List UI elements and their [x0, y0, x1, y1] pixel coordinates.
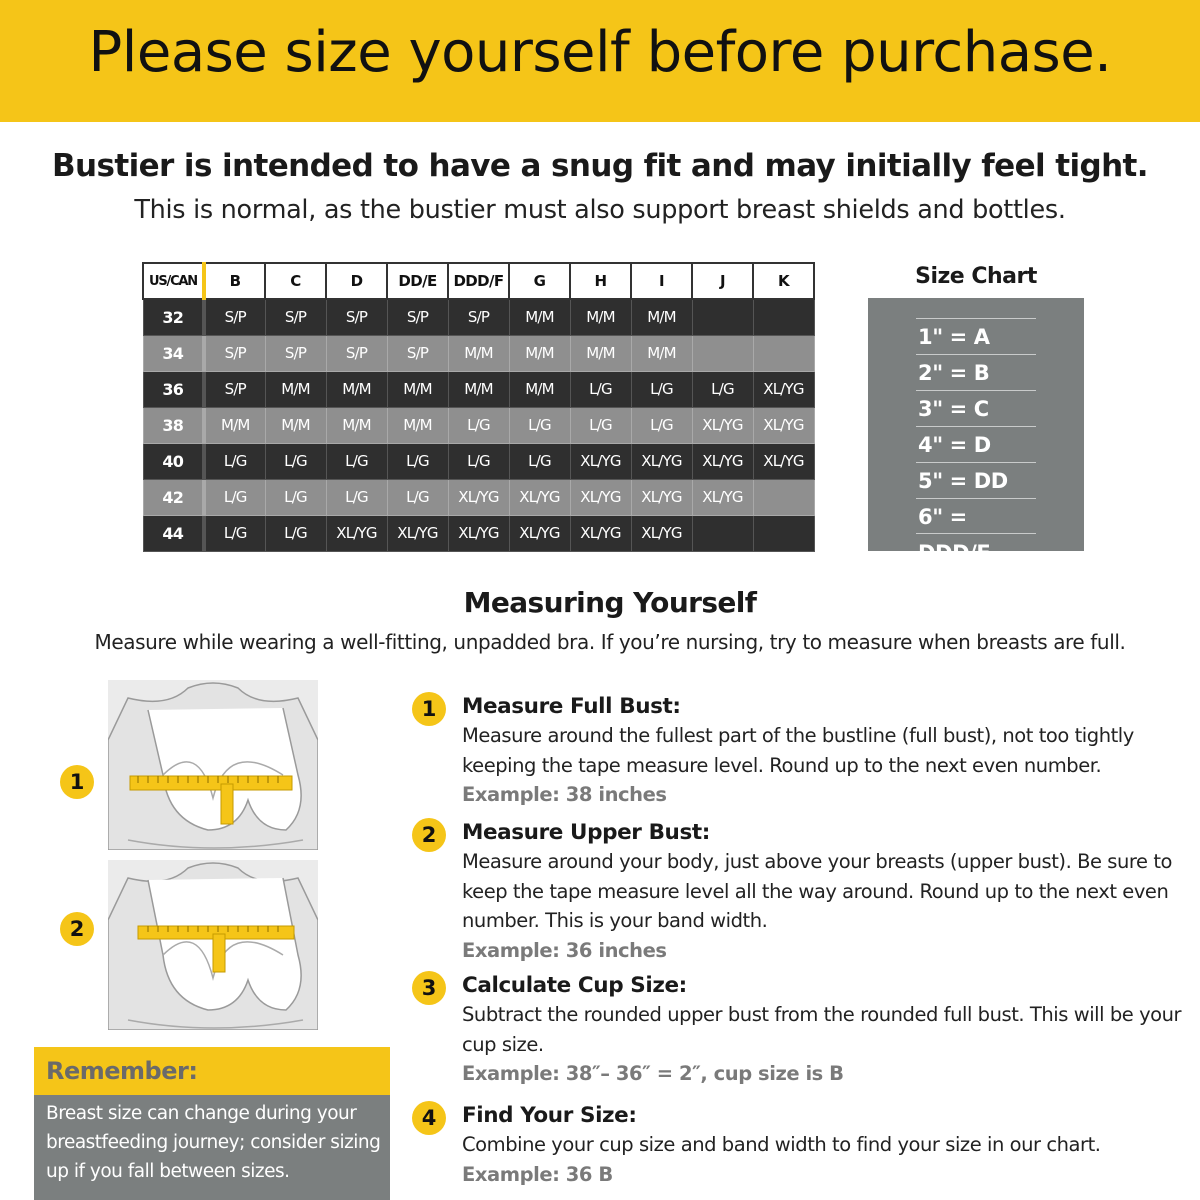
size-cell: L/G	[204, 443, 265, 479]
banner-title: Please size yourself before purchase.	[88, 20, 1112, 85]
size-table-row	[143, 407, 814, 443]
size-cell: L/G	[448, 407, 509, 443]
header-cup: D	[326, 263, 387, 299]
size-cell: L/G	[631, 371, 692, 407]
size-cell: M/M	[387, 371, 448, 407]
size-cell: L/G	[570, 371, 631, 407]
size-cell: L/G	[387, 443, 448, 479]
size-cell: XL/YG	[692, 407, 753, 443]
size-cell: XL/YG	[509, 515, 570, 551]
step-3	[412, 971, 1192, 1091]
header-cup: DD/E	[387, 263, 448, 299]
size-cell: L/G	[265, 515, 326, 551]
size-chart-title: Size Chart	[915, 264, 1037, 289]
band-size-cell: 38	[143, 407, 204, 443]
size-cell	[753, 515, 814, 551]
step-example: Example: 38 inches	[462, 783, 667, 806]
size-cell: XL/YG	[692, 479, 753, 515]
header-cup: G	[509, 263, 570, 299]
size-chart-entry: 4" = D	[916, 426, 1036, 462]
step-number: 2	[412, 818, 446, 852]
upper-bust-tape-icon	[108, 860, 318, 1030]
measuring-title: Measuring Yourself	[463, 586, 757, 619]
step-2	[412, 818, 1192, 968]
step-title: Find Your Size:	[462, 1103, 637, 1128]
step-body	[462, 1130, 1192, 1189]
full-bust-tape-icon	[108, 680, 318, 850]
step-body	[462, 1000, 1192, 1089]
size-cell: L/G	[204, 479, 265, 515]
band-size-cell: 44	[143, 515, 204, 551]
step-text: Combine your cup size and band width to find your size in our chart.	[462, 1133, 1101, 1156]
snug-fit-subline: This is normal, as the bustier must also support breast shields and bottles.	[134, 195, 1066, 225]
size-cell: L/G	[265, 479, 326, 515]
step-number: 3	[412, 971, 446, 1005]
step-title: Measure Upper Bust:	[462, 820, 710, 845]
size-cell: L/G	[692, 371, 753, 407]
step-text: Measure around the fullest part of the bustline (full bust), not too tightly keeping the tape measure level. Round up to the next even number.	[462, 724, 1134, 777]
size-cell: M/M	[265, 371, 326, 407]
size-cell: XL/YG	[753, 371, 814, 407]
size-cell: XL/YG	[570, 443, 631, 479]
header-cup: C	[265, 263, 326, 299]
band-size-cell: 40	[143, 443, 204, 479]
size-chart-entry: 2" = B	[916, 354, 1036, 390]
remember-body: Breast size can change during your breastfeeding journey; consider sizing up if you fall between sizes.	[46, 1103, 381, 1182]
size-cell	[692, 299, 753, 335]
size-cell: S/P	[265, 335, 326, 371]
size-cell: M/M	[631, 335, 692, 371]
size-cell: XL/YG	[326, 515, 387, 551]
size-cell: L/G	[326, 479, 387, 515]
size-cell	[692, 335, 753, 371]
size-cell: M/M	[387, 407, 448, 443]
size-cell: XL/YG	[448, 479, 509, 515]
header-cup: H	[570, 263, 631, 299]
step-number: 4	[412, 1101, 446, 1135]
size-cell: XL/YG	[692, 443, 753, 479]
step-example: Example: 36 B	[462, 1162, 613, 1186]
header-cup: J	[692, 263, 753, 299]
snug-fit-headline: Bustier is intended to have a snug fit and may initially feel tight.	[52, 148, 1148, 184]
step-title: Calculate Cup Size:	[462, 973, 687, 998]
size-cell: XL/YG	[753, 407, 814, 443]
step-4	[412, 1101, 1192, 1196]
band-size-cell: 34	[143, 335, 204, 371]
size-cell	[753, 335, 814, 371]
step-title: Measure Full Bust:	[462, 694, 681, 719]
size-cell: M/M	[509, 299, 570, 335]
size-cell: S/P	[387, 335, 448, 371]
band-size-cell: 32	[143, 299, 204, 335]
size-cell: M/M	[509, 335, 570, 371]
size-cell: L/G	[265, 443, 326, 479]
size-cell: XL/YG	[387, 515, 448, 551]
illustration-1-number: 1	[60, 765, 94, 799]
remember-title: Remember:	[34, 1047, 390, 1095]
step-body	[462, 847, 1192, 965]
size-cell: L/G	[509, 407, 570, 443]
illustration-2-number: 2	[60, 912, 94, 946]
banner	[0, 0, 1200, 122]
header-cup: I	[631, 263, 692, 299]
size-cell: S/P	[326, 299, 387, 335]
step-example: Example: 36 inches	[462, 938, 667, 962]
size-cell: XL/YG	[570, 479, 631, 515]
size-chart-entry: 3" = C	[916, 390, 1036, 426]
size-cell: M/M	[570, 335, 631, 371]
size-cell: L/G	[448, 443, 509, 479]
size-chart-entry: 6" = DDD/F	[916, 498, 1036, 534]
size-cell: S/P	[387, 299, 448, 335]
step-text: Subtract the rounded upper bust from the rounded full bust. This will be your cup size.	[462, 1003, 1182, 1056]
size-chart-panel	[868, 298, 1084, 565]
band-size-cell: 42	[143, 479, 204, 515]
size-table-row	[143, 335, 814, 371]
header-cup: DDD/F	[448, 263, 509, 299]
header-cup: B	[204, 263, 265, 299]
size-cell: M/M	[448, 371, 509, 407]
size-cell: M/M	[570, 299, 631, 335]
size-cell: M/M	[326, 371, 387, 407]
size-cell: L/G	[387, 479, 448, 515]
size-cell: S/P	[265, 299, 326, 335]
header-band: US/CAN	[143, 263, 204, 299]
size-cell: XL/YG	[631, 515, 692, 551]
step-1	[412, 692, 1192, 812]
size-cell: S/P	[204, 371, 265, 407]
size-table-row	[143, 371, 814, 407]
size-cell	[692, 515, 753, 551]
size-cell: L/G	[204, 515, 265, 551]
size-cell: S/P	[204, 299, 265, 335]
size-cell	[753, 299, 814, 335]
size-chart-entry: 5" = DD	[916, 462, 1036, 498]
size-cell: M/M	[631, 299, 692, 335]
size-cell: M/M	[448, 335, 509, 371]
size-cell: M/M	[509, 371, 570, 407]
size-cell: M/M	[326, 407, 387, 443]
remember-panel	[34, 1047, 390, 1200]
size-table-row	[143, 443, 814, 479]
size-cell: L/G	[631, 407, 692, 443]
size-cell: S/P	[204, 335, 265, 371]
size-table-row	[143, 479, 814, 515]
size-table-row	[143, 299, 814, 335]
step-example: Example: 38″– 36″ = 2″, cup size is B	[462, 1062, 844, 1085]
size-table	[142, 262, 815, 552]
step-text: Measure around your body, just above your breasts (upper bust). Be sure to keep the tape measure level all the way around. Round up to the next even number. This is your band width.	[462, 850, 1173, 932]
size-cell: M/M	[265, 407, 326, 443]
size-cell: XL/YG	[753, 443, 814, 479]
measuring-subtitle: Measure while wearing a well-fitting, unpadded bra. If you’re nursing, try to measure when breasts are full.	[94, 630, 1126, 654]
size-cell: XL/YG	[570, 515, 631, 551]
step-body	[462, 721, 1192, 810]
size-table-row	[143, 515, 814, 551]
size-cell: S/P	[326, 335, 387, 371]
size-cell: XL/YG	[448, 515, 509, 551]
header-cup: K	[753, 263, 814, 299]
size-cell: XL/YG	[631, 443, 692, 479]
size-cell	[753, 479, 814, 515]
size-cell: S/P	[448, 299, 509, 335]
size-chart-entry: 1" = A	[916, 318, 1036, 354]
size-table-header	[143, 263, 814, 299]
step-number: 1	[412, 692, 446, 726]
size-cell: XL/YG	[631, 479, 692, 515]
size-cell: L/G	[570, 407, 631, 443]
size-cell: L/G	[326, 443, 387, 479]
size-cell: XL/YG	[509, 479, 570, 515]
size-cell: L/G	[509, 443, 570, 479]
band-size-cell: 36	[143, 371, 204, 407]
size-cell: M/M	[204, 407, 265, 443]
